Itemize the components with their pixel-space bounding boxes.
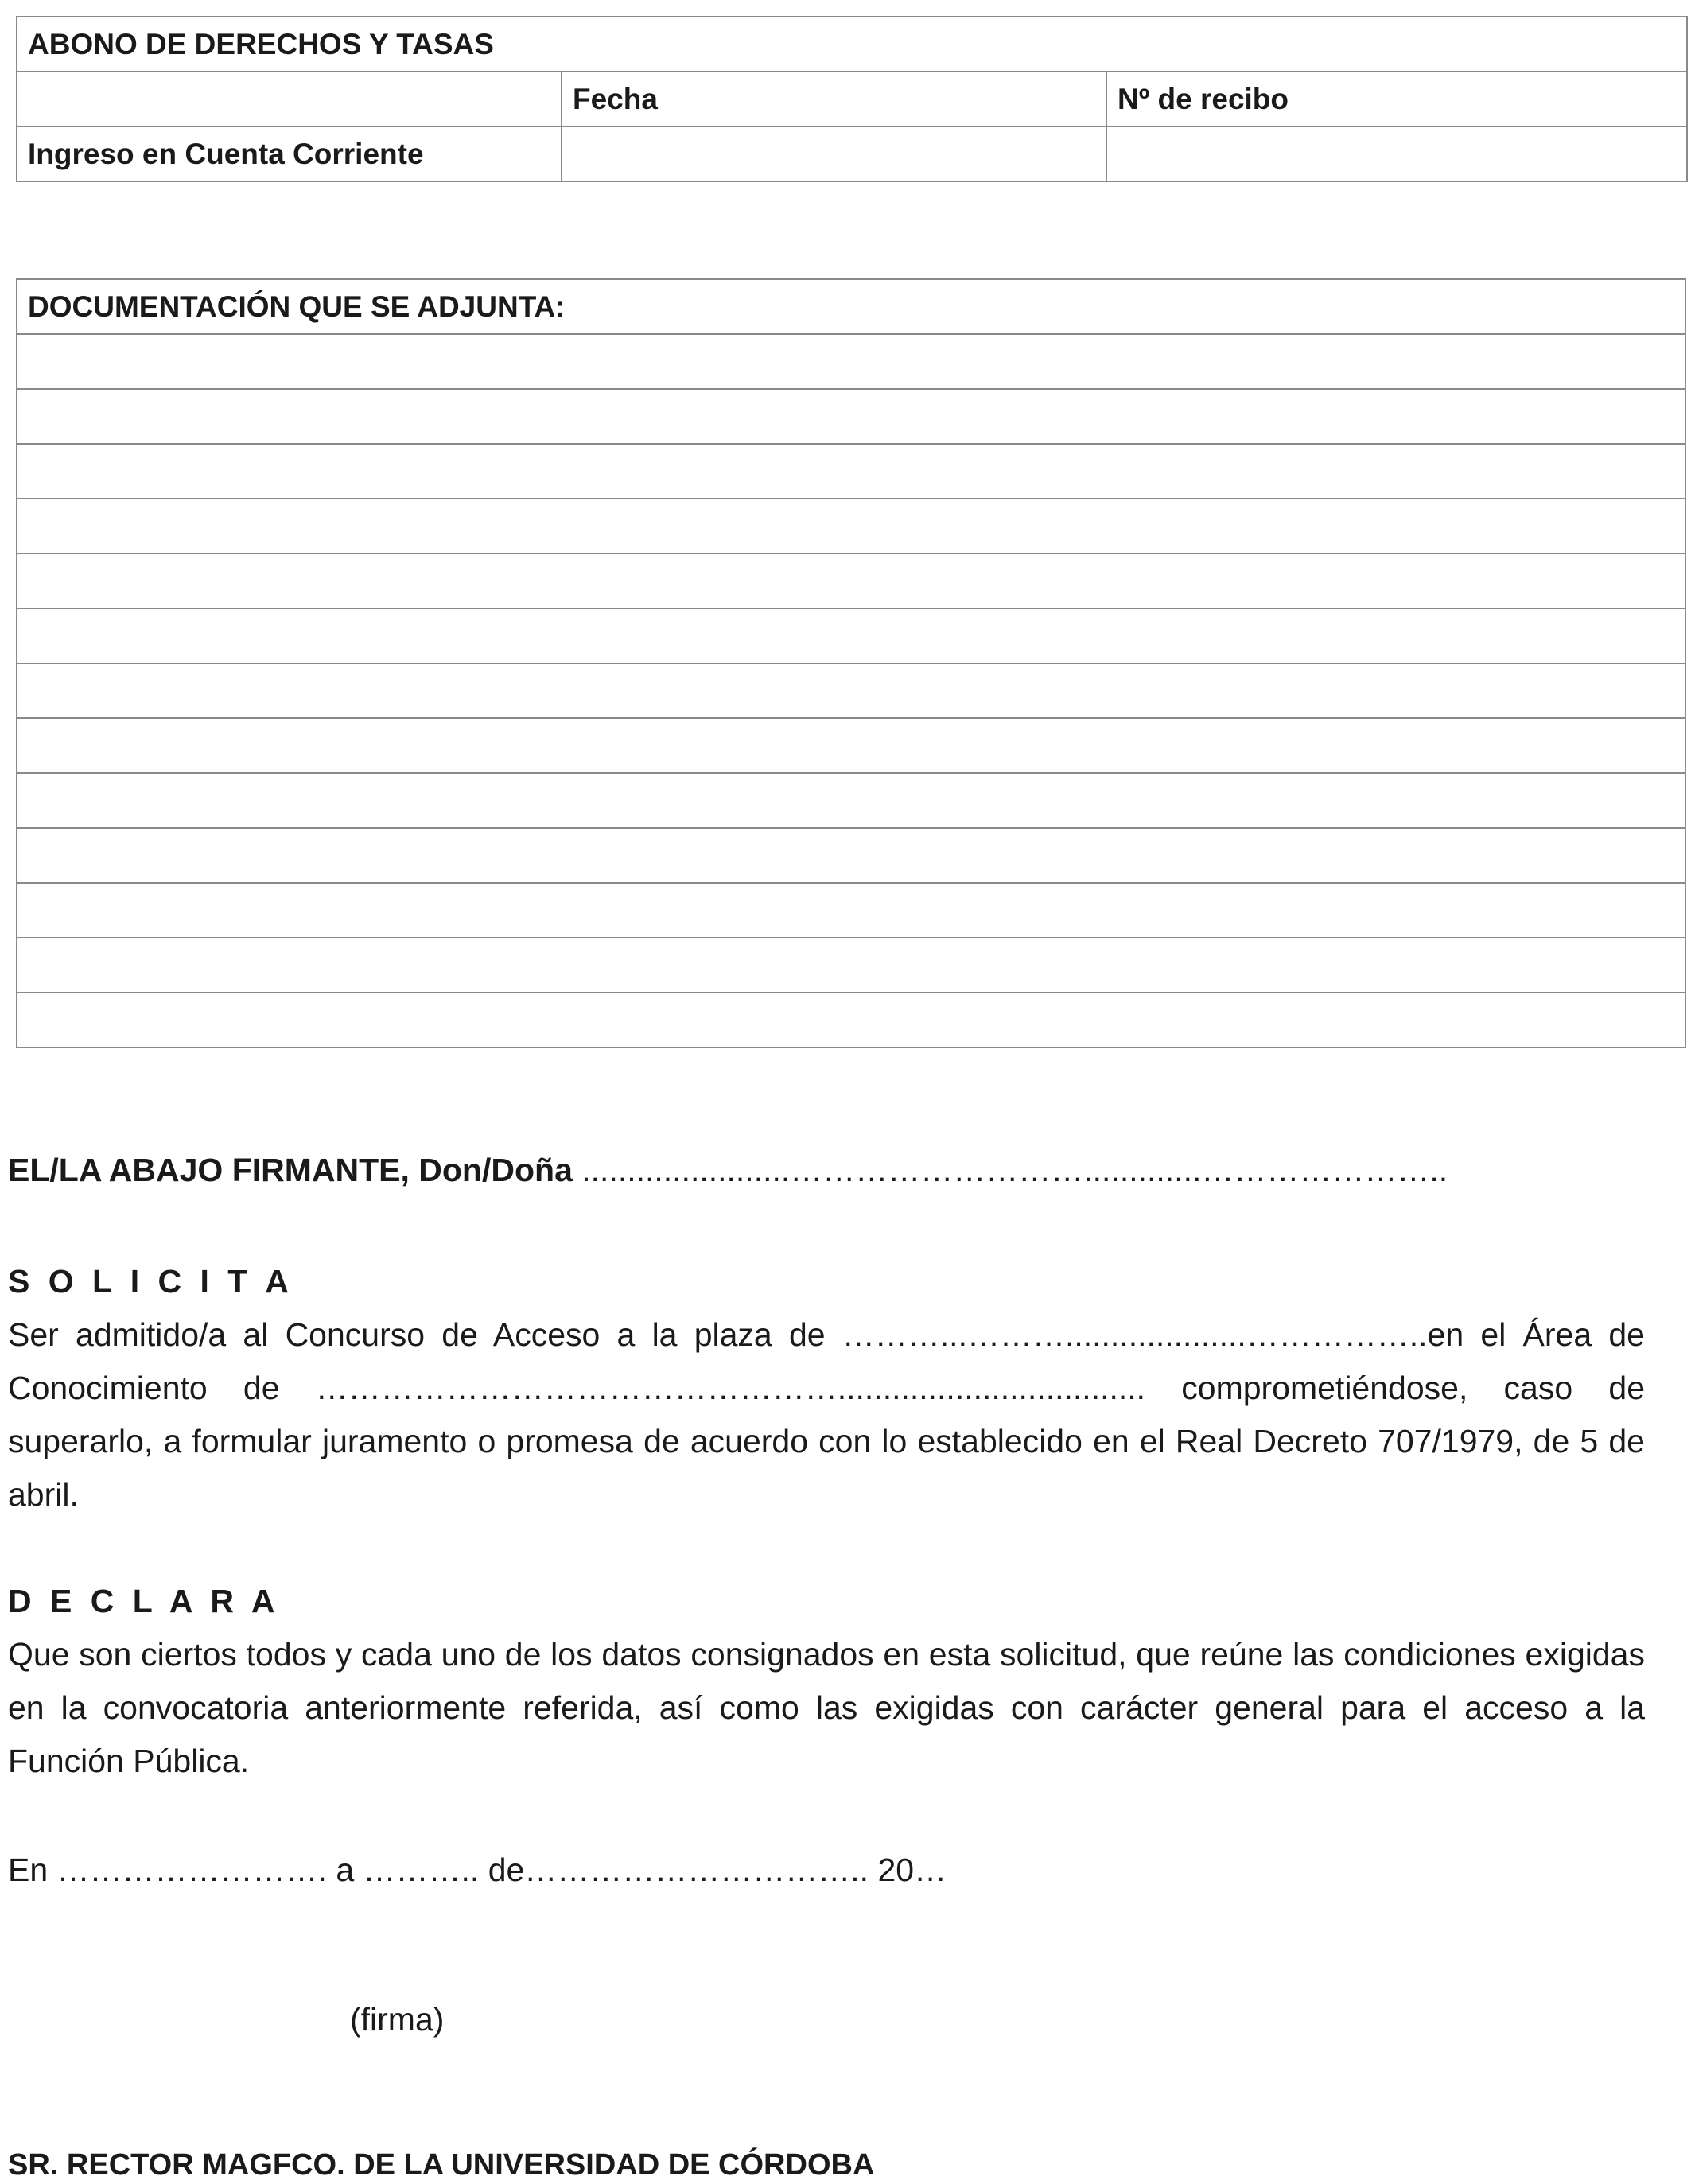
docs-entry-field[interactable]	[17, 499, 1685, 554]
fees-fecha-field[interactable]	[562, 126, 1106, 181]
docs-entry-field[interactable]	[17, 608, 1685, 663]
declara-heading: D E C L A R A	[8, 1583, 280, 1619]
docs-row	[17, 773, 1685, 828]
signer-name-field[interactable]: .......................……………………….............…………………..	[572, 1152, 1448, 1188]
declara-paragraph: Que son ciertos todos y cada uno de los datos consignados en esta solicitud, que reúne las condiciones exigidas en la convocatoria anteriormente referida, así como las exigidas con carácter general para el acceso a la Función Pública.	[8, 1636, 1645, 1779]
docs-row	[17, 718, 1685, 773]
docs-entry-field[interactable]	[17, 663, 1685, 718]
fees-title: ABONO DE DERECHOS Y TASAS	[17, 17, 1687, 72]
fees-data-row	[17, 126, 1687, 181]
place-date-line[interactable]: En ……………………. a ……….. de………………………….. 20…	[8, 1852, 947, 1888]
fees-header-empty	[17, 72, 562, 126]
addressee: SR. RECTOR MAGFCO. DE LA UNIVERSIDAD DE CÓRDOBA	[8, 2148, 875, 2182]
signer-label: EL/LA ABAJO FIRMANTE, Don/Doña	[8, 1152, 573, 1188]
docs-row	[17, 993, 1685, 1047]
fees-recibo-field[interactable]	[1106, 126, 1687, 181]
docs-row	[17, 663, 1685, 718]
docs-row	[17, 938, 1685, 993]
solicita-paragraph: Ser admitido/a al Concurso de Acceso a la plaza de ………...………....................……………..en el Área de Conocimiento de ………………………………………….................................. comprometiéndose, caso de superarlo, a formular juramento o promesa de acuerdo con lo establecido en el Real Decreto 707/1979, de 5 de abril.	[8, 1316, 1645, 1513]
docs-row	[17, 828, 1685, 883]
solicita-heading: S O L I C I T A	[8, 1263, 293, 1300]
docs-entry-field[interactable]	[17, 993, 1685, 1047]
docs-entry-field[interactable]	[17, 389, 1685, 444]
docs-row	[17, 334, 1685, 389]
fees-header-fecha: Fecha	[562, 72, 1106, 126]
docs-entry-field[interactable]	[17, 828, 1685, 883]
docs-entry-field[interactable]	[17, 334, 1685, 389]
docs-row	[17, 883, 1685, 938]
signer-line	[8, 1144, 1645, 1197]
docs-entry-field[interactable]	[17, 938, 1685, 993]
fees-header-row	[17, 72, 1687, 126]
docs-row	[17, 554, 1685, 608]
docs-row	[17, 389, 1685, 444]
docs-row	[17, 499, 1685, 554]
fees-table	[16, 16, 1688, 182]
fees-row-label: Ingreso en Cuenta Corriente	[17, 126, 562, 181]
docs-row	[17, 608, 1685, 663]
docs-entry-field[interactable]	[17, 554, 1685, 608]
docs-entry-field[interactable]	[17, 718, 1685, 773]
docs-title-row	[17, 279, 1685, 334]
docs-title: DOCUMENTACIÓN QUE SE ADJUNTA:	[17, 279, 1685, 334]
fees-title-row	[17, 17, 1687, 72]
docs-entry-field[interactable]	[17, 444, 1685, 499]
docs-entry-field[interactable]	[17, 773, 1685, 828]
docs-entry-field[interactable]	[17, 883, 1685, 938]
fees-header-recibo: Nº de recibo	[1106, 72, 1687, 126]
docs-row	[17, 444, 1685, 499]
documentation-table	[16, 278, 1686, 1048]
signature-label: (firma)	[350, 2001, 445, 2038]
